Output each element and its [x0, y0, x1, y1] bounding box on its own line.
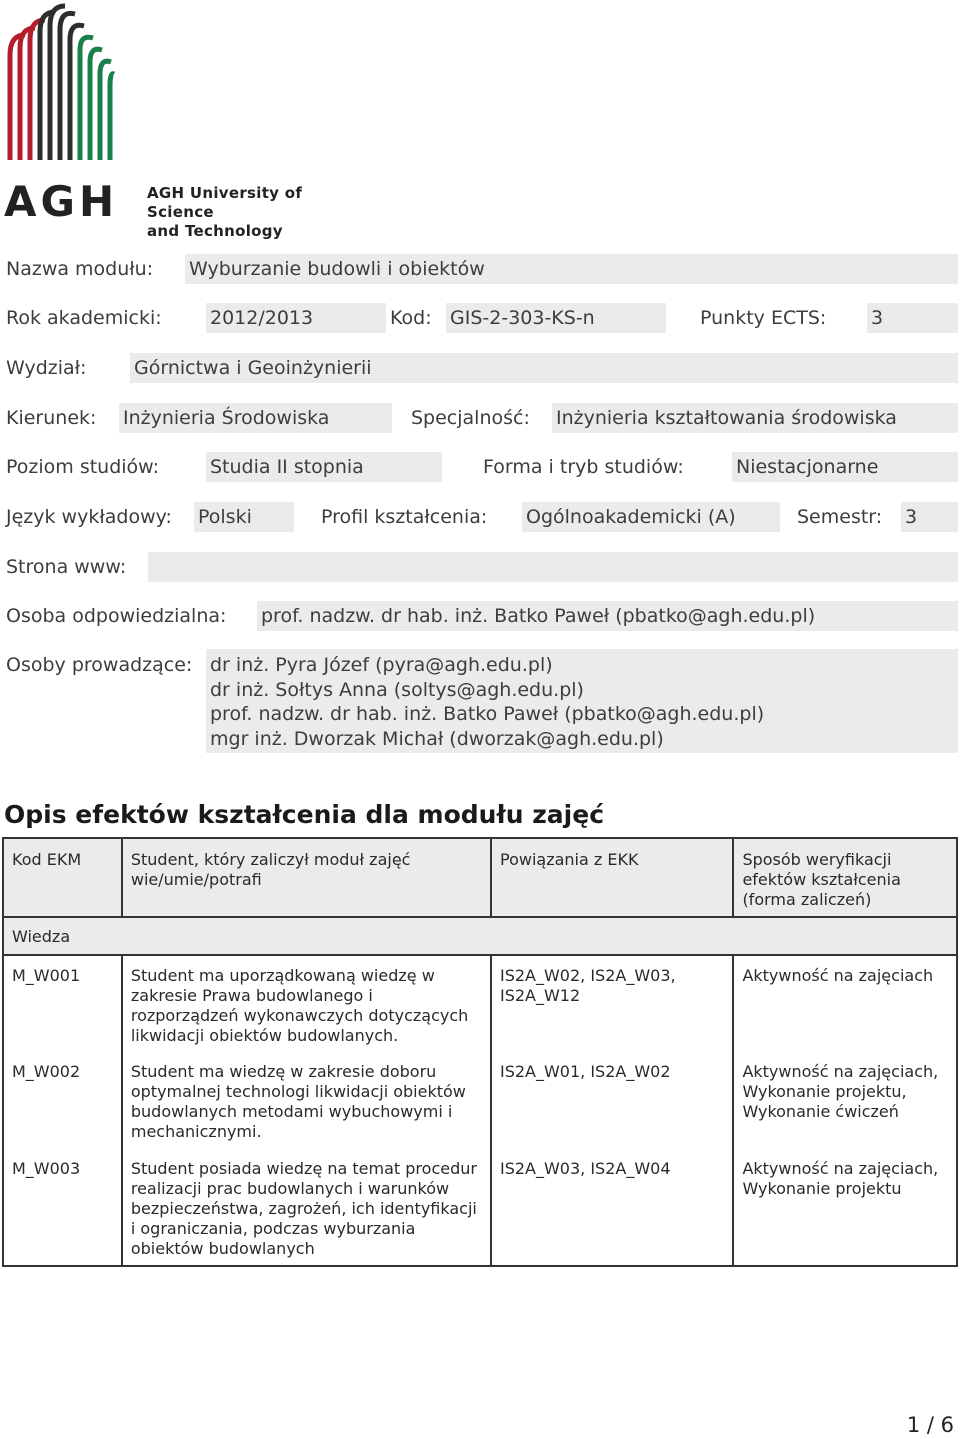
table-cell: Aktywność na zajęciach: [733, 955, 957, 1052]
profile-label: Profil kształcenia:: [321, 506, 488, 528]
website-label: Strona www:: [6, 556, 127, 578]
table-cell: IS2A_W03, IS2A_W04: [491, 1149, 733, 1266]
level-label: Poziom studiów:: [6, 456, 160, 478]
table-cell: Student ma uporządkowaną wiedzę w zakresie Prawa budowlanego i rozporządzeń wykonawczych dotyczących likwidacji obiektów budowlanych.: [122, 955, 491, 1052]
profile-value: Ogólnoakademicki (A): [522, 502, 780, 532]
lecturer-item: dr inż. Sołtys Anna (soltys@agh.edu.pl): [210, 678, 584, 701]
agh-logo: [0, 0, 360, 240]
module-name-label: Nazwa modułu:: [6, 258, 154, 280]
table-row: [3, 955, 957, 1052]
table-row: [3, 1052, 957, 1149]
academic-year-value: 2012/2013: [206, 303, 386, 333]
semester-value: 3: [901, 502, 958, 532]
section-title: Opis efektów kształcenia dla modułu zajęć: [4, 800, 605, 829]
table-cell: Student posiada wiedzę na temat procedur realizacji prac budowlanych i warunków bezpieczeństwa, zagrożeń, ich identyfikacji i ograniczania, podczas wyburzania obiektów budowlanych: [122, 1149, 491, 1266]
language-label: Język wykładowy:: [6, 506, 172, 528]
specialty-value: Inżynieria kształtowania środowiska: [552, 403, 958, 433]
table-row: [3, 1149, 957, 1266]
header-cell: Sposób weryfikacji efektów kształcenia (forma zaliczeń): [733, 838, 957, 917]
agh-wordmark: AGH: [4, 177, 119, 226]
table-cell: M_W002: [3, 1052, 122, 1149]
code-label: Kod:: [390, 307, 432, 329]
table-cell: M_W003: [3, 1149, 122, 1266]
lecturers-list: [206, 649, 958, 753]
semester-label: Semestr:: [797, 506, 883, 528]
language-value: Polski: [194, 502, 294, 532]
header-cell: Powiązania z EKK: [491, 838, 733, 917]
level-value: Studia II stopnia: [206, 452, 442, 482]
form-label: Forma i tryb studiów:: [483, 456, 684, 478]
lecturer-item: prof. nadzw. dr hab. inż. Batko Paweł (pbatko@agh.edu.pl): [210, 703, 765, 725]
lecturers-label: Osoby prowadzące:: [6, 654, 193, 676]
responsible-label: Osoba odpowiedzialna:: [6, 605, 227, 627]
agh-logo-text: [147, 184, 360, 241]
form-value: Niestacjonarne: [732, 452, 958, 482]
learning-outcomes-table: [2, 837, 958, 1267]
code-value: GIS-2-303-KS-n: [446, 303, 666, 333]
field-label: Kierunek:: [6, 407, 97, 429]
table-cell: IS2A_W01, IS2A_W02: [491, 1052, 733, 1149]
header-cell: Student, który zaliczył moduł zajęć wie/umie/potrafi: [122, 838, 491, 917]
table-cell: Aktywność na zajęciach, Wykonanie projektu: [733, 1149, 957, 1266]
lecturer-item: mgr inż. Dworzak Michał (dworzak@agh.edu.pl): [210, 727, 664, 750]
lecturer-item: dr inż. Pyra Józef (pyra@agh.edu.pl): [210, 654, 553, 676]
page-number: 1 / 6: [906, 1413, 954, 1437]
ects-value: 3: [867, 303, 958, 333]
field-value: Inżynieria Środowiska: [119, 403, 392, 433]
table-cell: M_W001: [3, 955, 122, 1052]
table-cell: Aktywność na zajęciach, Wykonanie projektu, Wykonanie ćwiczeń: [733, 1052, 957, 1149]
specialty-label: Specjalność:: [411, 407, 530, 429]
header-cell: Kod EKM: [3, 838, 122, 917]
faculty-label: Wydział:: [6, 357, 87, 379]
table-cell: Student ma wiedzę w zakresie doboru optymalnej technologi likwidacji obiektów budowlanych metodami wybuchowymi i mechanicznymi.: [122, 1052, 491, 1149]
logo-line-2: and Technology: [147, 222, 283, 240]
website-value[interactable]: [148, 552, 958, 582]
logo-line-1: AGH University of Science: [147, 184, 303, 221]
module-name-value: Wyburzanie budowli i obiektów: [185, 254, 958, 284]
responsible-value: prof. nadzw. dr hab. inż. Batko Paweł (pbatko@agh.edu.pl): [257, 601, 958, 631]
table-cell: IS2A_W02, IS2A_W03, IS2A_W12: [491, 955, 733, 1052]
ects-label: Punkty ECTS:: [700, 307, 827, 329]
section-row: Wiedza: [3, 917, 957, 955]
academic-year-label: Rok akademicki:: [6, 307, 162, 329]
faculty-value: Górnictwa i Geoinżynierii: [130, 353, 958, 383]
